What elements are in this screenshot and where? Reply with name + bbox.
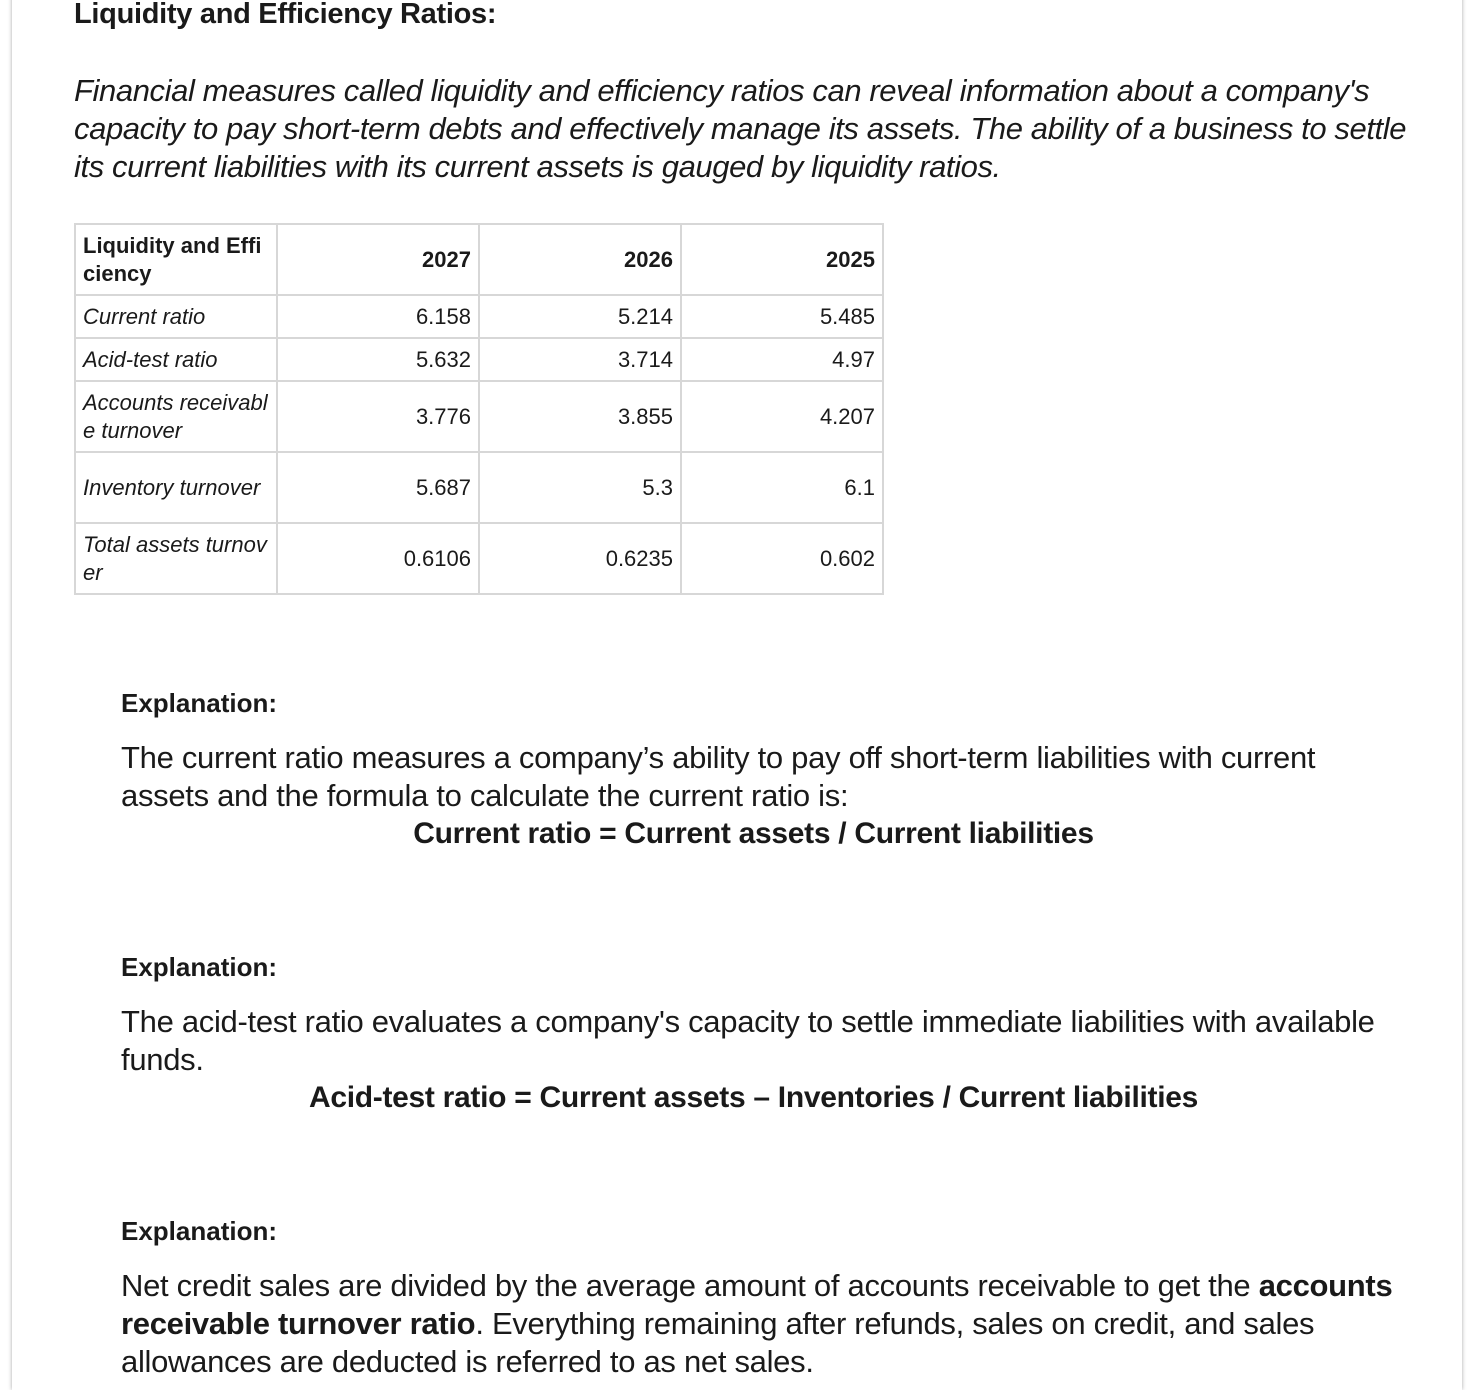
table-cell: 0.602 [681, 523, 883, 594]
table-cell: 4.97 [681, 338, 883, 381]
explanation-title: Explanation: [121, 1216, 278, 1246]
row-label: Total assets turnover [75, 523, 277, 594]
table-cell: 6.1 [681, 452, 883, 523]
ratios-table [74, 223, 884, 595]
table-row [75, 338, 883, 381]
explanation-text-end: . Everything remaining after refunds, sales on credit, and sales allowances are deducted is referred to as net sales. [121, 1306, 1315, 1379]
explanation-title: Explanation: [121, 952, 278, 982]
column-header-year: 2025 [681, 224, 883, 295]
explanation-title: Explanation: [121, 688, 278, 718]
column-header-year: 2026 [479, 224, 681, 295]
explanation-text: The current ratio measures a company’s ability to pay off short-term liabilities with current assets and the formula to calculate the current ratio is: [121, 740, 1316, 813]
table-cell: 5.214 [479, 295, 681, 338]
section-heading: Liquidity and Efficiency Ratios: [74, 0, 497, 30]
row-label: Acid-test ratio [75, 338, 277, 381]
table-cell: 5.485 [681, 295, 883, 338]
explanation-text [121, 1267, 1411, 1381]
table-cell: 3.776 [277, 381, 479, 452]
table-header-row [75, 224, 883, 295]
explanation-text-start: Net credit sales are divided by the average amount of accounts receivable to get the [121, 1268, 1259, 1303]
table-cell: 0.6106 [277, 523, 479, 594]
row-label: Accounts receivable turnover [75, 381, 277, 452]
table-row [75, 452, 883, 523]
table-row [75, 381, 883, 452]
table-cell: 4.207 [681, 381, 883, 452]
table-cell: 3.714 [479, 338, 681, 381]
explanation-block [121, 1216, 1411, 1381]
intro-paragraph: Financial measures called liquidity and efficiency ratios can reveal information about a company's capacity to pay short-term debts and effectively manage its assets. The ability of a business to settle its current liabilities with its current assets is gauged by liquidity ratios. [74, 73, 1407, 184]
bold-term: accounts receivable turnover ratio [121, 1268, 1393, 1341]
table-cell: 6.158 [277, 295, 479, 338]
document-page [12, 0, 1462, 1390]
row-label: Inventory turnover [75, 452, 277, 523]
column-header-label: Liquidity and Efficiency [75, 224, 277, 295]
table-cell: 0.6235 [479, 523, 681, 594]
explanation-block [121, 952, 1411, 1117]
table-cell: 5.687 [277, 452, 479, 523]
formula: Current ratio = Current assets / Current liabilities [413, 817, 1094, 850]
explanation-text: The acid-test ratio evaluates a company's capacity to settle immediate liabilities with available funds. [121, 1004, 1375, 1077]
table-cell: 5.3 [479, 452, 681, 523]
column-header-year: 2027 [277, 224, 479, 295]
table-row [75, 523, 883, 594]
explanation-block [121, 688, 1411, 853]
row-label: Current ratio [75, 295, 277, 338]
table-row [75, 295, 883, 338]
table-cell: 5.632 [277, 338, 479, 381]
formula: Acid-test ratio = Current assets – Inventories / Current liabilities [308, 1081, 1199, 1114]
table-cell: 3.855 [479, 381, 681, 452]
